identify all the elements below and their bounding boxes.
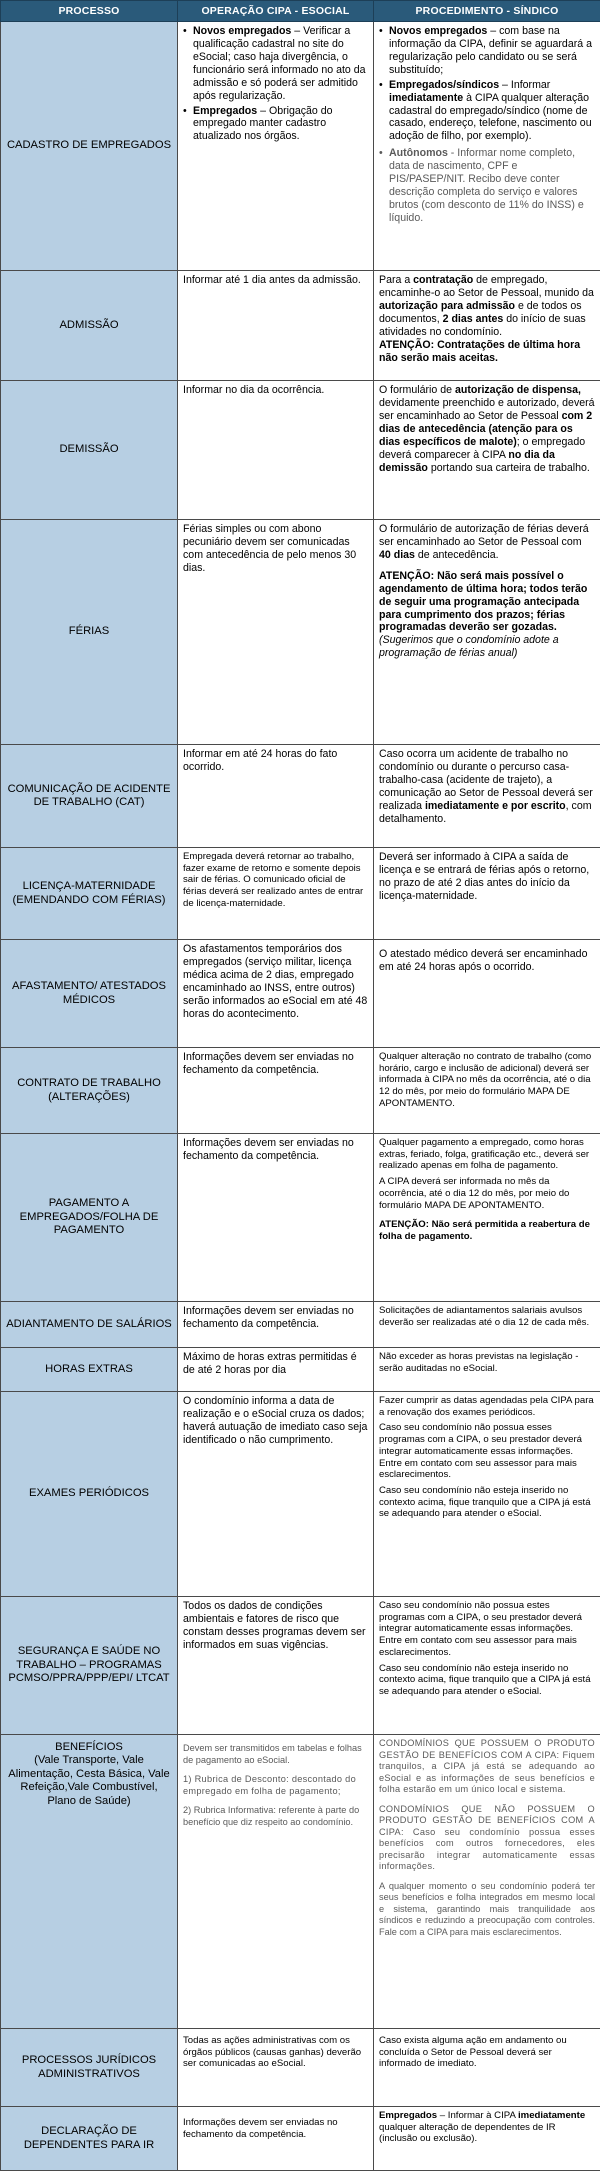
operation-contrato: Informações devem ser enviadas no fechamento da competência. [178, 1048, 374, 1134]
procedure-demissao: O formulário de autorização de dispensa, devidamente preenchido e autorizado, deverá ser encaminhado ao Setor de Pessoal com 2 dias de antecedência (atenção para os dias específicos de malote); o empregado deverá comparecer à CIPA no dia da demissão portando sua carteira de trabalho. [374, 381, 600, 520]
process-beneficios-subtitle: (Vale Transporte, Vale Alimentação, Cesta Básica, Vale Refeição,Vale Combustível, Plano de Saúde) [6, 1754, 172, 1808]
operation-admissao: Informar até 1 dia antes da admissão. [178, 271, 374, 381]
process-admissao: ADMISSÃO [1, 271, 178, 381]
operation-dependentes: Informações devem ser enviadas no fechamento da competência. [178, 2107, 374, 2171]
list-item: • Autônomos - Informar nome completo, data de nascimento, CPF e PIS/PASEP/NIT. Recibo deve conter descrição completa do serviço e valores brutos (com desconto de 11% do INSS) e líquido. [379, 147, 595, 225]
operation-demissao: Informar no dia da ocorrência. [178, 381, 374, 520]
procedure-afastamento: O atestado médico deverá ser encaminhado em até 24 horas após o ocorrido. [374, 940, 600, 1048]
process-beneficios [1, 1735, 178, 2029]
operation-afastamento: Os afastamentos temporários dos empregados (serviço militar, licença médica acima de 2 dias, empregado encaminhado ao INSS, entre outros) serão informados ao eSocial em até 48 horas do acontecimento. [178, 940, 374, 1048]
row-admissao [1, 271, 600, 381]
list-item: • Empregados/síndicos – Informar imediatamente à CIPA qualquer alteração cadastral do empregado/síndico (nome de casado, endereço, telefone, nascimento ou adoção de filho, por exemplo). [379, 79, 595, 144]
row-adiantamento [1, 1302, 600, 1348]
procedure-seguranca: Caso seu condomínio não possua estes programas com a CIPA, o seu prestador deverá integrar automaticamente essas informações. Entre em contato com seu assessor para mais esclarecimentos. Caso seu condomínio não esteja inserido no contexto acima, fique tranquilo que a CIPA já está se adequando para atender o eSocial. [374, 1597, 600, 1735]
procedure-licenca: Deverá ser informado à CIPA a saída de licença e se entrará de férias após o retorno, no prazo de até 2 dias antes do início da licença-maternidade. [374, 848, 600, 940]
row-dependentes [1, 2107, 600, 2171]
row-cat [1, 745, 600, 848]
procedure-ferias: O formulário de autorização de férias deverá ser encaminhado ao Setor de Pessoal com 40 dias de antecedência. ATENÇÃO: Não será mais possível o agendamento de última hora; todos terão de seguir uma programação antecipada para cumprimento dos prazos; férias programadas deverão ser gozadas. (Sugerimos que o condomínio adote a programação de férias anual) [374, 520, 600, 745]
operation-processos: Todas as ações administrativas com os órgãos públicos (causas ganhas) deverão ser comunicadas ao eSocial. [178, 2029, 374, 2107]
operation-licenca: Empregada deverá retornar ao trabalho, fazer exame de retorno e somente depois sair de férias. O comunicado oficial de férias deverá ser realizado antes de entrar de licença-maternidade. [178, 848, 374, 940]
procedure-cadastro [374, 22, 600, 271]
operation-adiantamento: Informações devem ser enviadas no fechamento da competência. [178, 1302, 374, 1348]
operation-beneficios: Devem ser transmitidos em tabelas e folhas de pagamento ao eSocial. 1) Rubrica de Desconto: descontado do empregado em folha de pagamento; 2) Rubrica Informativa: referente à parte do benefício que diz respeito ao condomínio. [178, 1735, 374, 2029]
row-cadastro [1, 22, 600, 271]
table-header-row [1, 1, 600, 22]
header-procedimento: PROCEDIMENTO - SÍNDICO [374, 1, 600, 22]
row-beneficios [1, 1735, 600, 2029]
process-beneficios-title: BENEFÍCIOS [6, 1741, 172, 1754]
process-afastamento: AFASTAMENTO/ ATESTADOS MÉDICOS [1, 940, 178, 1048]
process-licenca: LICENÇA-MATERNIDADE (EMENDANDO COM FÉRIAS) [1, 848, 178, 940]
row-contrato [1, 1048, 600, 1134]
header-operacao: OPERAÇÃO CIPA - ESOCIAL [178, 1, 374, 22]
operation-horas: Máximo de horas extras permitidas é de até 2 horas por dia [178, 1348, 374, 1392]
procedure-dependentes: Empregados – Informar à CIPA imediatamente qualquer alteração de dependentes de IR (inclusão ou exclusão). [374, 2107, 600, 2171]
process-seguranca: SEGURANÇA E SAÚDE NO TRABALHO – PROGRAMAS PCMSO/PPRA/PPP/EPI/ LTCAT [1, 1597, 178, 1735]
row-ferias [1, 520, 600, 745]
process-cadastro: CADASTRO DE EMPREGADOS [1, 22, 178, 271]
procedure-contrato: Qualquer alteração no contrato de trabalho (como horário, cargo e inclusão de adicional) deverá ser informada à CIPA no mês da ocorrência, até o dia 12 do mês, por meio do formulário MAPA DE APONTAMENTO. [374, 1048, 600, 1134]
operation-seguranca: Todos os dados de condições ambientais e fatores de risco que constam desses programas devem ser informados em suas vigências. [178, 1597, 374, 1735]
procedure-exames: Fazer cumprir as datas agendadas pela CIPA para a renovação dos exames periódicos. Caso seu condomínio não possua esses programas com a CIPA, o seu prestador deverá integrar automaticamente essas informações. Entre em contato com seu assessor para mais esclarecimentos. Caso seu condomínio não esteja inserido no contexto acima, fique tranquilo que a CIPA já está se adequando para atender o eSocial. [374, 1392, 600, 1597]
row-licenca [1, 848, 600, 940]
procedure-adiantamento: Solicitações de adiantamentos salariais avulsos deverão ser realizadas até o dia 12 de cada mês. [374, 1302, 600, 1348]
operation-cadastro [178, 22, 374, 271]
operation-pagamento: Informações devem ser enviadas no fechamento da competência. [178, 1134, 374, 1302]
row-horas [1, 1348, 600, 1392]
procedure-processos: Caso exista alguma ação em andamento ou concluída o Setor de Pessoal deverá ser informado de imediato. [374, 2029, 600, 2107]
process-horas: HORAS EXTRAS [1, 1348, 178, 1392]
row-seguranca [1, 1597, 600, 1735]
procedure-pagamento: Qualquer pagamento a empregado, como horas extras, feriado, folga, gratificação etc., deverá ser realizado apenas em folha de pagamento. A CIPA deverá ser informada no mês da ocorrência, até o dia 12 do mês, por meio do formulário MAPA DE APONTAMENTO. ATENÇÃO: Não será permitida a reabertura de folha de pagamento. [374, 1134, 600, 1302]
row-demissao [1, 381, 600, 520]
process-exames: EXAMES PERIÓDICOS [1, 1392, 178, 1597]
process-demissao: DEMISSÃO [1, 381, 178, 520]
operation-cat: Informar em até 24 horas do fato ocorrido. [178, 745, 374, 848]
process-dependentes: DECLARAÇÃO DE DEPENDENTES PARA IR [1, 2107, 178, 2171]
list-item: • Novos empregados – Verificar a qualificação cadastral no site do eSocial; caso haja divergência, o funcionário será informado no ato da admissão e só poderá ser admitido após regularização. [183, 25, 368, 103]
process-cat: COMUNICAÇÃO DE ACIDENTE DE TRABALHO (CAT) [1, 745, 178, 848]
process-adiantamento: ADIANTAMENTO DE SALÁRIOS [1, 1302, 178, 1348]
process-ferias: FÉRIAS [1, 520, 178, 745]
procedure-beneficios: CONDOMÍNIOS QUE POSSUEM O PRODUTO GESTÃO DE BENEFÍCIOS COM A CIPA: Fiquem tranquilos, a CIPA já está se adequando ao eSocial e as informações de seus benefícios e folha estarão em um único local e sistema. CONDOMÍNIOS QUE NÃO POSSUEM O PRODUTO GESTÃO DE BENEFÍCIOS COM A CIPA: Caso seu condomínio possua esses benefícios com outros fornecedores, eles precisarão integrar automaticamente essas informações. A qualquer momento o seu condomínio poderá ter seus benefícios e folha integrados em mesmo local e sistema, garantindo mais tranquilidade aos síndicos e reduzindo a preocupação com controles. Fale com a CIPA para mais esclarecimentos. [374, 1735, 600, 2029]
list-item: • Empregados – Obrigação do empregado manter cadastro atualizado nos órgãos. [183, 105, 368, 144]
process-pagamento: PAGAMENTO A EMPREGADOS/FOLHA DE PAGAMENTO [1, 1134, 178, 1302]
row-pagamento [1, 1134, 600, 1302]
row-afastamento [1, 940, 600, 1048]
operation-ferias: Férias simples ou com abono pecuniário devem ser comunicadas com antecedência de pelo menos 30 dias. [178, 520, 374, 745]
header-processo: PROCESSO [1, 1, 178, 22]
row-processos [1, 2029, 600, 2107]
operation-exames: O condomínio informa a data de realização e o eSocial cruza os dados; haverá autuação de imediato caso seja identificado o não cumprimento. [178, 1392, 374, 1597]
process-contrato: CONTRATO DE TRABALHO (ALTERAÇÕES) [1, 1048, 178, 1134]
row-exames [1, 1392, 600, 1597]
process-processos: PROCESSOS JURÍDICOS ADMINISTRATIVOS [1, 2029, 178, 2107]
procedure-cat: Caso ocorra um acidente de trabalho no condomínio ou durante o percurso casa-trabalho-casa (acidente de trajeto), a comunicação ao Setor de Pessoal deverá ser realizada imediatamente e por escrito, com detalhamento. [374, 745, 600, 848]
procedure-admissao: Para a contratação de empregado, encaminhe-o ao Setor de Pessoal, munido da autorização para admissão e de todos os documentos, 2 dias antes do início de suas atividades no condomínio. ATENÇÃO: Contratações de última hora não serão mais aceitas. [374, 271, 600, 381]
procedure-horas: Não exceder as horas previstas na legislação - serão auditadas no eSocial. [374, 1348, 600, 1392]
list-item: • Novos empregados – com base na informação da CIPA, definir se aguardará a regularização pelo candidato ou se será substituído; [379, 25, 595, 77]
